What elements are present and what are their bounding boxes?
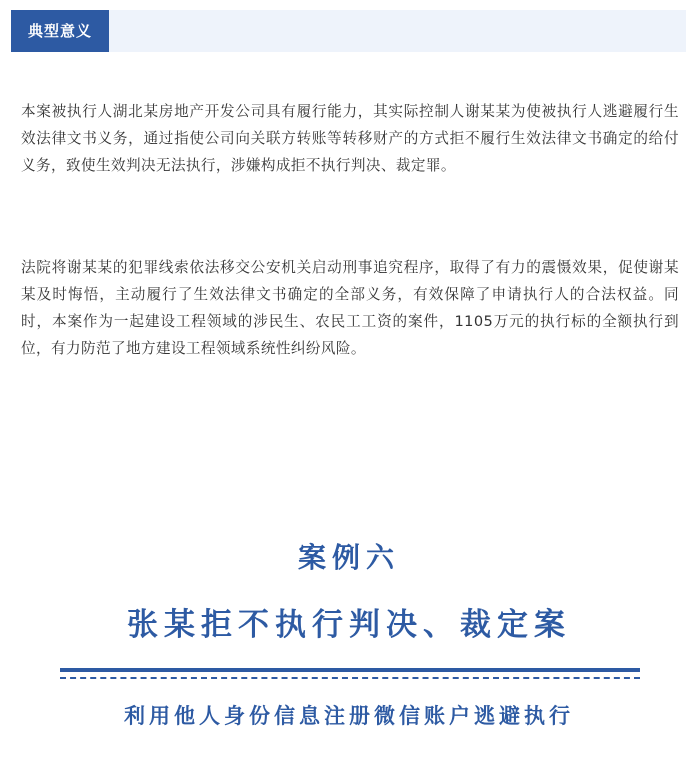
divider-solid [60, 668, 640, 672]
case-subtitle: 利用他人身份信息注册微信账户逃避执行 [124, 704, 574, 728]
case-number-heading: 案例六 [297, 541, 400, 574]
section-header [11, 10, 686, 52]
section-tag: 典型意义 [11, 10, 109, 52]
paragraph-1: 本案被执行人湖北某房地产开发公司具有履行能力，其实际控制人谢某某为使被执行人逃避履行生效法律文书义务，通过指使公司向关联方转账等转移财产的方式拒不履行生效法律文书确定的给付义务，致使生效判决无法执行，涉嫌构成拒不执行判决、裁定罪。 [21, 103, 679, 174]
paragraph-2: 法院将谢某某的犯罪线索依法移交公安机关启动刑事追究程序，取得了有力的震慑效果，促使谢某某及时悔悟，主动履行了生效法律文书确定的全部义务，有效保障了申请执行人的合法权益。同时，本案作为一起建设工程领域的涉民生、农民工工资的案件，1105万元的执行标的全额执行到位，有力防范了地方建设工程领域系统性纠纷风险。 [21, 259, 679, 357]
divider-dashed [60, 677, 640, 679]
case-name-heading: 张某拒不执行判决、裁定案 [127, 607, 571, 643]
